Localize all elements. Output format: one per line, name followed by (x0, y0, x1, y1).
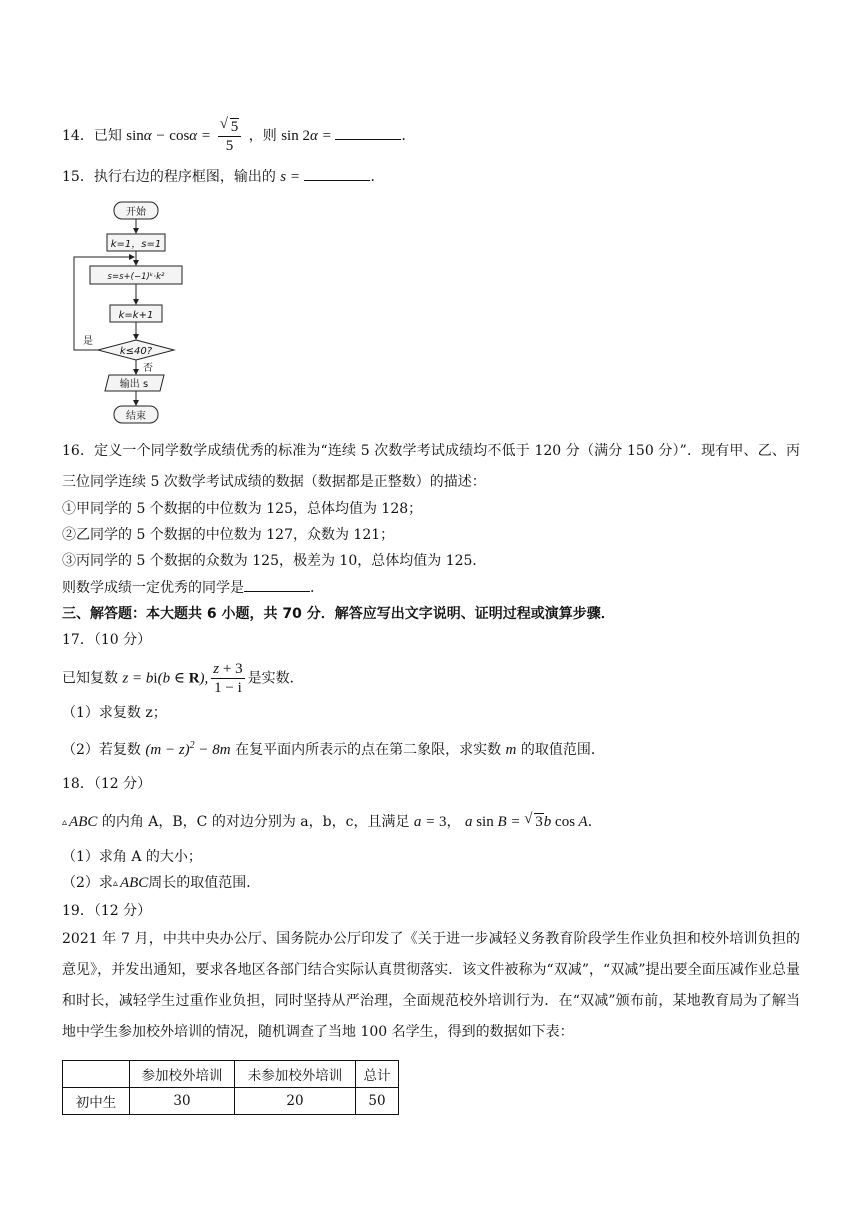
q16-question: 则数学成绩一定优秀的同学是 ． (62, 577, 324, 598)
q17-part-2: （2）若复数 $(m - z)^2 - 8m$ 在复平面内所表示的点在第二象限，求实数 m 的取值范围． (62, 740, 605, 758)
q19-data-table (62, 1060, 399, 1115)
table-row: 初中生 30 20 50 (63, 1088, 399, 1115)
q16-item-3: ③丙同学的 5 个数据的众数为 125，极差为 10，总体均值为 125． (62, 553, 487, 569)
q18-part-2: （2）求▵ ABC周长的取值范围． (62, 875, 261, 891)
q14-formula: sinα − cosα = √ 5 5 (126, 128, 244, 144)
q19-paragraph: 2021 年 7 月，中共中央办公厅、国务院办公厅印发了《关于进一步减轻义务教育阶段学生作业负担和校外培训负担的意见》，并发出通知，要求各地区各部门结合实际认真贯彻落实．该文件被称为“双减”，“双减”提出要全面压减作业总量和时长，减轻学生过重作业负担，同时坚持从严治理，全面规范校外培训行为．在“双减”颁布前，某地教育局为了解当地中学生参加校外培训的情况，随机调查了当地 100 名学生，得到的数据如下表： (62, 931, 800, 1040)
update-k-label: k=k+1 (118, 310, 154, 321)
q17-stem: 已知复数 z = bi(b ∈ R), $\frac{z + 3}{1 - i}$ 是实数． (62, 661, 304, 696)
q18-stem: ▵ ABC 的内角 A，B，C 的对边分别为 a，b，c，且满足 a = 3， a sin B = √ 3b cos A． (62, 811, 602, 830)
question-16-intro: 16．定义一个同学数学成绩优秀的标准为“连续 5 次数学考试成绩均不低于 120 分（满分 150 分）”．现有甲、乙、丙三位同学连续 5 次数学考试成绩的数据（数据都是正整数）的描述： (62, 443, 800, 490)
q16-item-2: ②乙同学的 5 个数据的中位数为 127，众数为 121； (62, 527, 395, 543)
q18-part-1: （1）求角 A 的大小； (62, 849, 202, 865)
output-label: 输出 s (119, 379, 149, 390)
q17-part-1: （1）求复数 z； (62, 705, 167, 721)
end-label: 结束 (126, 411, 146, 422)
q18-header: 18．（12 分） (62, 776, 152, 792)
q16-item-1: ①甲同学的 5 个数据的中位数为 125，总体均值为 128； (62, 501, 423, 517)
answer-blank[interactable] (335, 125, 401, 140)
question-14: 14．已知 sinα − cosα = √ 5 5 ，则 sin 2α = ． (62, 116, 416, 154)
q19-header: 19．（12 分） (62, 903, 152, 919)
no-label: 否 (143, 363, 153, 374)
table-header-row: 参加校外培训 未参加校外培训 总计 (63, 1061, 399, 1088)
answer-blank[interactable] (244, 577, 310, 592)
update-s-label: s=s+(−1)ᵏ·k² (107, 272, 165, 282)
program-flowchart (62, 196, 192, 428)
answer-blank[interactable] (304, 166, 370, 181)
start-label: 开始 (126, 207, 146, 218)
yes-label: 是 (83, 336, 93, 347)
question-15: 15．执行右边的程序框图，输出的 s = ． (62, 166, 384, 187)
condition-label: k≤40? (119, 346, 153, 357)
q17-header: 17．（10 分） (62, 632, 152, 648)
init-label: k=1，s=1 (110, 239, 162, 250)
section-header: 三、解答题：本大题共 6 小题，共 70 分．解答应写出文字说明、证明过程或演算步骤． (62, 606, 615, 622)
